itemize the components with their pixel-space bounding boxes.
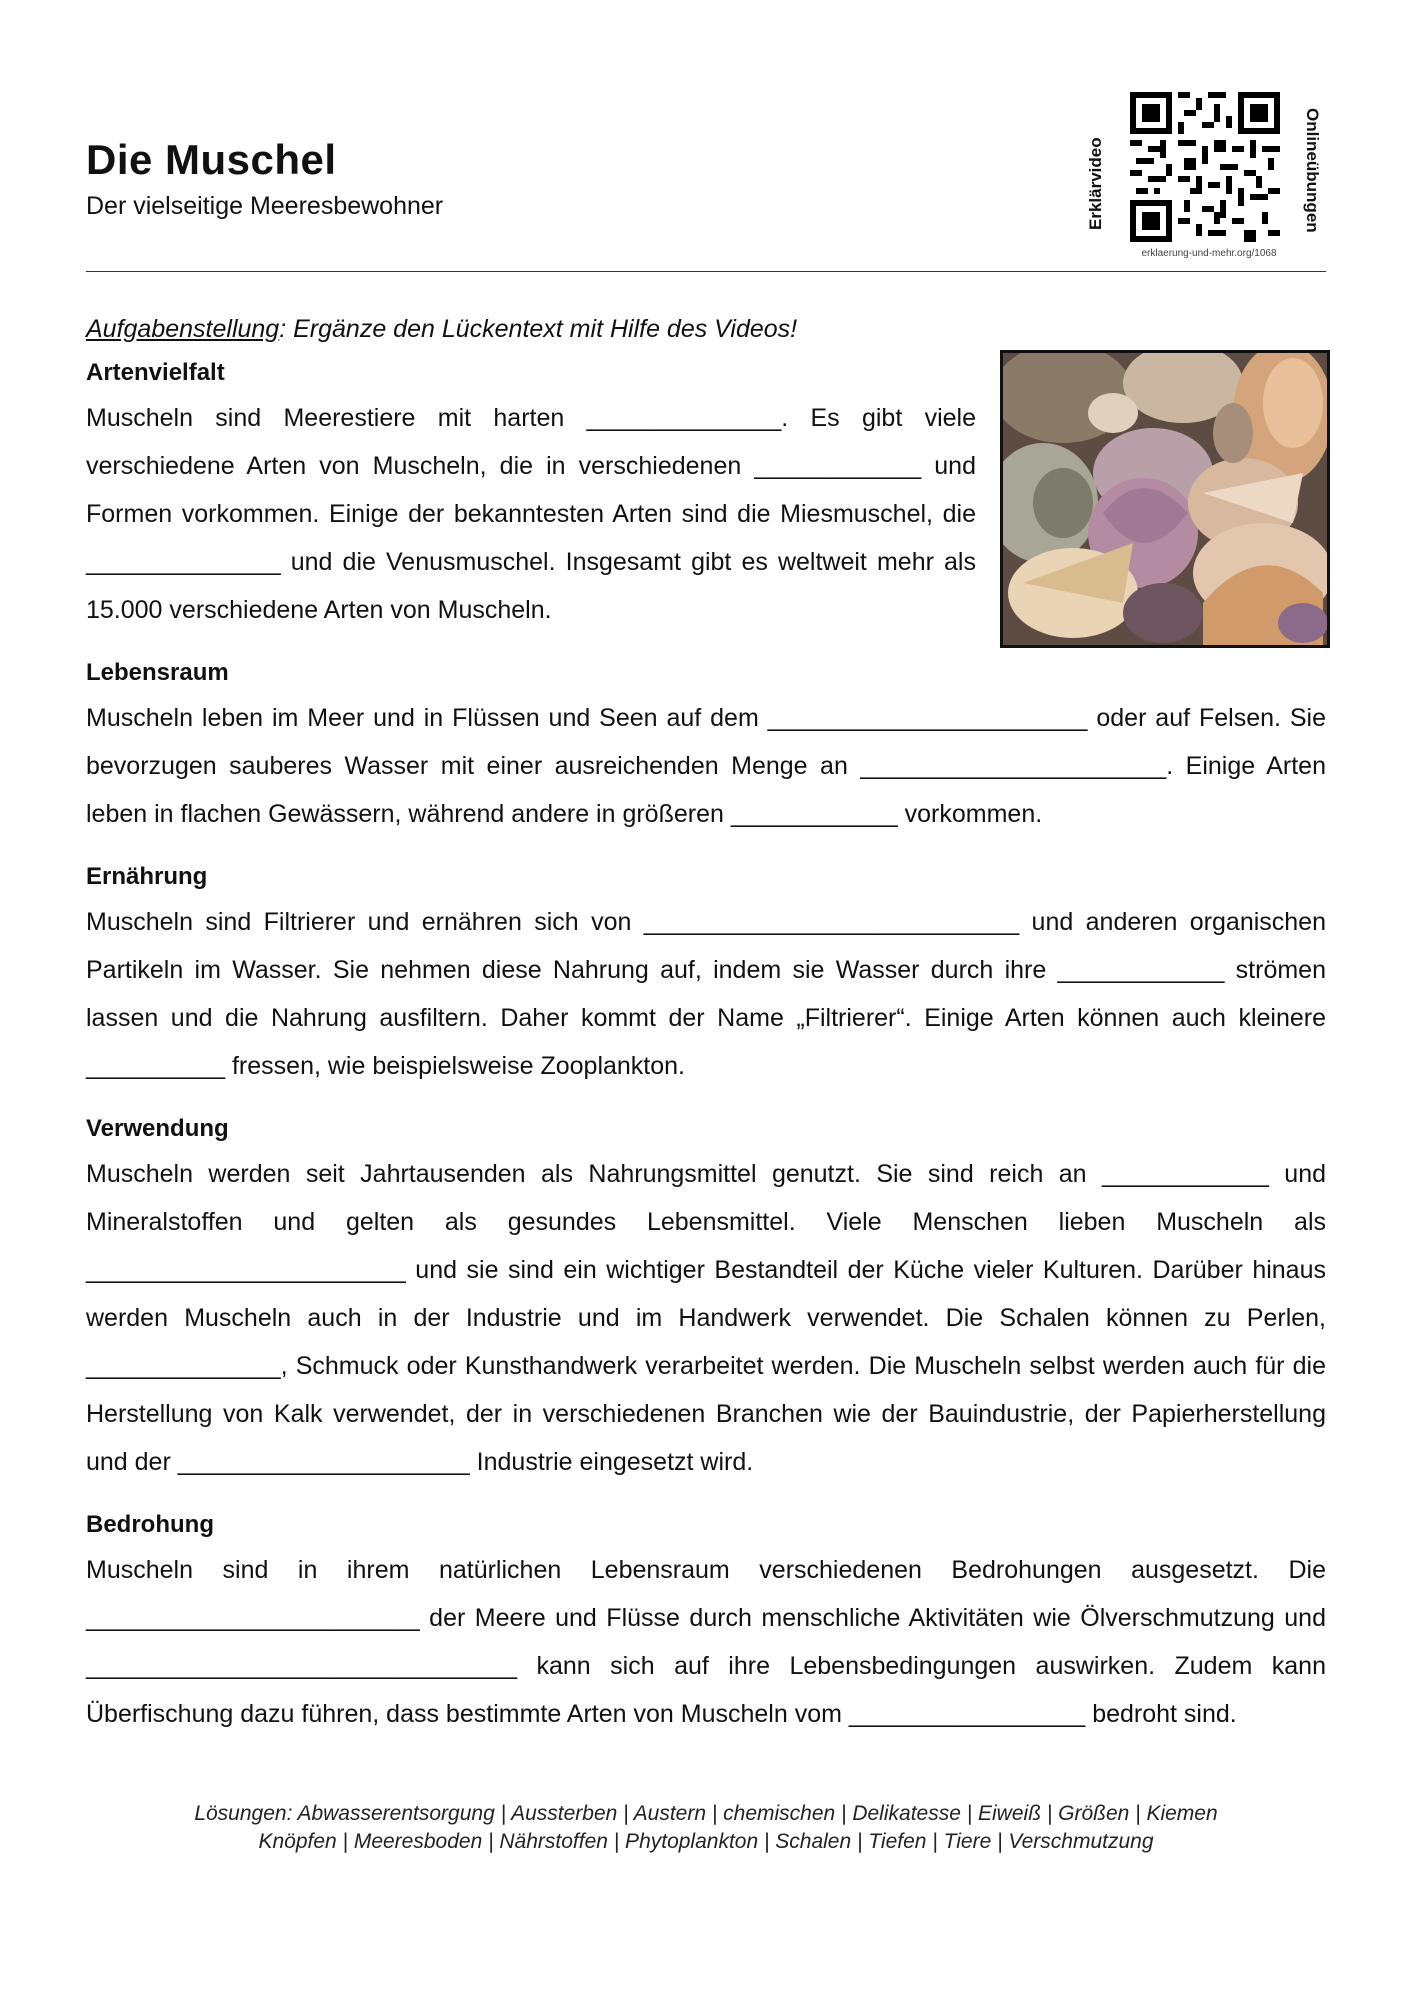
section-text[interactable]: Muscheln sind Meerestiere mit harten ______________. Es gibt viele verschiedene Arten von Muscheln, die in verschiedenen ____________ und Formen vorkommen. Einige der bekanntesten Arten sind die Miesmuschel, die ______________ und die Venusmuschel. Insgesamt gibt es weltweit mehr als 15.000 verschiedene Arten von Muscheln. — [86, 404, 976, 624]
section-heading: Verwendung — [86, 1115, 229, 1142]
section-heading: Bedrohung — [86, 1511, 214, 1538]
qr-url: erklaerung-und-mehr.org/1068 — [1141, 248, 1277, 259]
qr-code-icon[interactable] — [1130, 92, 1280, 242]
section-heading: Ernährung — [86, 863, 208, 890]
section-text[interactable]: Muscheln sind in ihrem natürlichen Lebensraum verschiedenen Bedrohungen ausgesetzt. Die ________________________ der Meere und Flüsse durch menschliche Aktivitäten wie Ölverschmutzung und _______________________________ kann sich auf ihre Lebensbedingungen auswirken. Zudem kann Überfischung dazu führen, dass bestimmte Arten von Muscheln vom _________________ bedroht sind. — [86, 1556, 1326, 1728]
section-ernaehrung — [86, 856, 1326, 1090]
spacer — [86, 1090, 1326, 1108]
section-text[interactable]: Muscheln leben im Meer und in Flüssen und Seen auf dem _______________________ oder auf Felsen. Sie bevorzugen sauberes Wasser mit einer ausreichenden Menge an ______________________. Einige Arten leben in flachen Gewässern, während andere in größeren ____________ vorkommen. — [86, 704, 1326, 828]
spacer — [86, 838, 1326, 856]
section-artenvielfalt — [86, 352, 1326, 634]
solutions-line-1: Lösungen: Abwasserentsorgung | Aussterben | Austern | chemischen | Delikatesse | Eiweiß | Größen | Kiemen — [194, 1802, 1218, 1825]
section-verwendung — [86, 1108, 1326, 1486]
spacer — [86, 634, 1326, 652]
section-heading: Lebensraum — [86, 659, 229, 686]
section-bedrohung — [86, 1504, 1326, 1738]
qr-label-video: Erklärvideo — [1086, 137, 1105, 230]
task-label: Aufgabenstellung — [86, 315, 280, 343]
section-text[interactable]: Muscheln sind Filtrierer und ernähren sich von ___________________________ und anderen organischen Partikeln im Wasser. Sie nehmen diese Nahrung auf, indem sie Wasser durch ihre ____________ strömen lassen und die Nahrung ausfiltern. Daher kommt der Name „Filtrierer“. Einige Arten können auch kleinere __________ fressen, wie beispielsweise Zooplankton. — [86, 908, 1326, 1080]
section-lebensraum — [86, 652, 1326, 838]
section-text[interactable]: Muscheln werden seit Jahrtausenden als Nahrungsmittel genutzt. Sie sind reich an ____________ und Mineralstoffen und gelten als gesundes Lebensmittel. Viele Menschen lieben Muscheln als _______________________ und sie sind ein wichtiger Bestandteil der Küche vieler Kulturen. Darüber hinaus werden Muscheln auch in der Industrie und im Handwerk verwendet. Die Schalen können zu Perlen, ______________, Schmuck oder Kunsthandwerk verarbeitet werden. Die Muscheln selbst werden auch für die Herstellung von Kalk verwendet, der in verschiedenen Branchen wie der Bauindustrie, der Papierherstellung und der _____________________ Industrie eingesetzt wird. — [86, 1160, 1326, 1476]
header-divider — [86, 271, 1326, 272]
page-title: Die Muschel — [86, 136, 337, 183]
section-heading: Artenvielfalt — [86, 359, 225, 386]
spacer — [86, 1486, 1326, 1504]
qr-label-exercises: Onlineübungen — [1303, 108, 1322, 233]
task-instruction — [86, 306, 1326, 352]
solutions-box — [86, 1800, 1326, 1856]
solutions-line-2: Knöpfen | Meeresboden | Nährstoffen | Phytoplankton | Schalen | Tiefen | Tiere | Verschmutzung — [258, 1830, 1154, 1853]
worksheet-content — [86, 306, 1326, 1738]
task-text: : Ergänze den Lückentext mit Hilfe des Videos! — [279, 315, 798, 343]
page-subtitle: Der vielseitige Meeresbewohner — [86, 192, 444, 220]
